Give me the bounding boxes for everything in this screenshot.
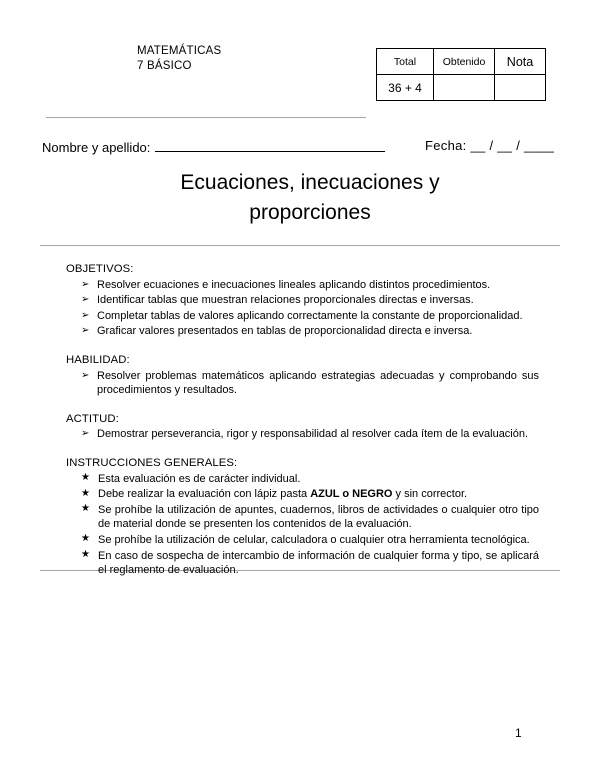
star-bullet-icon: ★ [81,487,90,499]
subject-label: MATEMÁTICAS [137,45,222,57]
cell-obtenido-value[interactable] [434,75,495,101]
divider-middle [40,245,560,246]
name-label: Nombre y apellido: [42,140,151,155]
page-number: 1 [515,726,522,740]
date-label: Fecha: [425,138,467,153]
instructions-item-prefix: Debe realizar la evaluación con lápiz pasta [98,488,311,501]
spacer [66,443,539,456]
table-row [377,75,546,101]
cell-total-value: 36 + 4 [377,75,434,101]
score-table [376,48,546,101]
column-header-nota: Nota [495,49,546,75]
instructions-item-text: Se prohíbe la utilización de celular, calculadora o cualquier otra herramienta tecnológica. [98,533,530,546]
instructions-heading: INSTRUCCIONES GENERALES: [66,456,238,469]
arrow-bullet-icon: ➢ [81,428,90,440]
spacer [66,340,539,353]
star-bullet-icon: ★ [81,549,90,560]
star-bullet-icon: ★ [81,533,90,545]
instructions-list [66,472,539,578]
instructions-item-emphasis: AZUL o NEGRO [310,488,393,501]
list-item [66,324,539,339]
grade-label: 7 BÁSICO [137,60,192,72]
page-title-line1: Ecuaciones, inecuaciones y [180,171,440,194]
spacer [66,399,539,412]
arrow-bullet-icon: ➢ [81,278,90,290]
skill-heading: HABILIDAD: [66,353,130,366]
objectives-item-text: Graficar valores presentados en tablas de proporcionalidad directa e inversa. [97,325,473,338]
document-header [137,44,221,74]
document-body [66,262,539,579]
page-title [110,168,510,228]
skill-item-text: Resolver problemas matemáticos aplicando estrategias adecuadas y comprobando sus procedimientos y resultados. [97,369,539,397]
arrow-bullet-icon: ➢ [81,294,90,306]
list-item [66,309,539,324]
objectives-heading: OBJETIVOS: [66,263,134,275]
attitude-list [66,427,539,442]
name-input-blank[interactable] [155,138,385,152]
instructions-item-suffix: y sin corrector. [392,488,468,501]
list-item [66,549,539,578]
instructions-item-text: En caso de sospecha de intercambio de información de cualquier forma y tipo, se aplicará el reglamento de evaluación. [98,549,539,577]
list-item [66,427,539,442]
list-item [66,503,539,532]
objectives-item-text: Completar tablas de valores aplicando correctamente la constante de proporcionalidad. [97,309,523,322]
arrow-bullet-icon: ➢ [81,369,90,381]
attitude-heading: ACTITUD: [66,412,119,425]
column-header-obtenido: Obtenido [434,49,495,75]
column-header-total: Total [377,49,434,75]
divider-top [46,117,366,118]
attitude-item-text: Demostrar perseverancia, rigor y responsabilidad al resolver cada ítem de la evaluación. [97,428,529,441]
objectives-item-text: Resolver ecuaciones e inecuaciones lineales aplicando distintos procedimientos. [97,278,491,291]
page-title-line2: proporciones [249,201,371,224]
objectives-list [66,278,539,339]
star-bullet-icon: ★ [81,503,90,515]
objectives-item-text: Identificar tablas que muestran relaciones proporcionales directas e inversas. [97,294,474,307]
cell-nota-value[interactable] [495,75,546,101]
list-item [66,369,539,398]
list-item [66,278,539,293]
skill-list [66,369,539,398]
instructions-item-text: Se prohíbe la utilización de apuntes, cuadernos, libros de actividades o cualquier otro tipo de material donde se presenten los contenidos de la evaluación. [98,503,539,531]
list-item [66,472,539,487]
list-item [66,533,539,548]
table-header-row [377,49,546,75]
arrow-bullet-icon: ➢ [81,309,90,321]
date-field-row [425,138,554,153]
star-bullet-icon: ★ [81,472,90,484]
name-field-row [42,138,385,155]
date-input-blank[interactable]: __ / __ / ____ [470,138,555,153]
list-item [66,487,539,502]
instructions-item-text: Esta evaluación es de carácter individual. [98,472,301,485]
list-item [66,293,539,308]
arrow-bullet-icon: ➢ [81,325,90,337]
